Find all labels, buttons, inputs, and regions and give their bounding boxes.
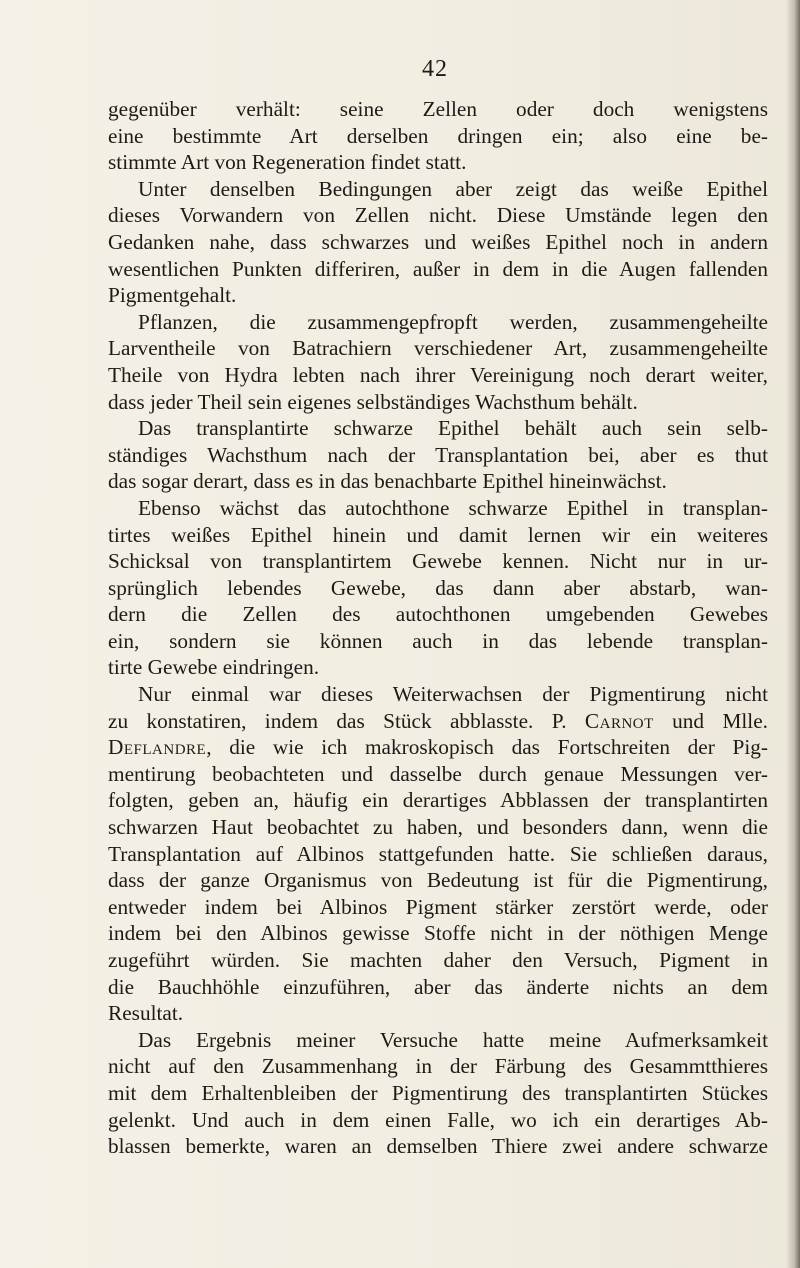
text-line: stimmte Art von Regeneration findet statt. xyxy=(108,150,467,175)
text-line: dern die Zellen des autochthonen umgebenden Gewebes xyxy=(108,602,768,627)
author-name: Deflandre xyxy=(108,735,207,760)
text-line: indem bei den Albinos gewisse Stoffe nicht in der nöthigen Menge xyxy=(108,921,768,946)
text-line: zu konstatiren, indem das Stück abblasste. P. Carnot und Mlle. xyxy=(108,708,768,733)
text-line: die Bauchhöhle einzuführen, aber das änderte nichts an dem xyxy=(108,974,768,999)
text-line: folgten, geben an, häufig ein derartiges Abblassen der transplantirten xyxy=(108,788,768,813)
text-line: Pflanzen, die zusammengepfropft werden, zusammengeheilte xyxy=(138,309,768,334)
text-line: dass jeder Theil sein eigenes selbständiges Wachsthum behält. xyxy=(108,389,638,414)
text-line: ein, sondern sie können auch in das lebende transplan- xyxy=(108,628,768,653)
text-line: wesentlichen Punkten differiren, außer in dem in die Augen fallenden xyxy=(108,256,768,281)
text-line: Ebenso wächst das autochthone schwarze Epithel in transplan- xyxy=(138,495,768,520)
text-line: Larventheile von Batrachiern verschiedener Art, zusammengeheilte xyxy=(108,336,768,361)
text-line: eine bestimmte Art derselben dringen ein; also eine be- xyxy=(108,123,768,148)
text-line: Deflandre, die wie ich makroskopisch das Fortschreiten der Pig- xyxy=(108,735,768,760)
text-line: tirtes weißes Epithel hinein und damit lernen wir ein weiteres xyxy=(108,522,768,547)
text-line: mentirung beobachteten und dasselbe durch genaue Messungen ver- xyxy=(108,761,768,786)
text-line: tirte Gewebe eindringen. xyxy=(108,655,320,680)
text-line: mit dem Erhaltenbleiben der Pigmentirung des transplantirten Stückes xyxy=(108,1080,768,1105)
text-line: schwarzen Haut beobachtet zu haben, und besonders dann, wenn die xyxy=(108,815,768,840)
text-line: nicht auf den Zusammenhang in der Färbung des Gesammtthieres xyxy=(108,1054,768,1079)
text-line: gegenüber verhält: seine Zellen oder doch wenigstens xyxy=(108,97,768,121)
text-line: blassen bemerkte, waren an demselben Thiere zwei andere schwarze xyxy=(108,1134,768,1159)
text-line: gelenkt. Und auch in dem einen Falle, wo ich ein derartiges Ab- xyxy=(108,1107,768,1132)
text-line: Nur einmal war dieses Weiterwachsen der Pigmentirung nicht xyxy=(138,682,768,707)
text-line: dieses Vorwandern von Zellen nicht. Diese Umstände legen den xyxy=(108,203,768,228)
text-line: ständiges Wachsthum nach der Transplantation bei, aber es thut xyxy=(108,442,768,467)
text-line: Resultat. xyxy=(108,1001,184,1026)
text-line: dass der ganze Organismus von Bedeutung ist für die Pigmentirung, xyxy=(108,868,768,893)
body-text xyxy=(108,96,768,1160)
text-line: entweder indem bei Albinos Pigment stärker zerstört werde, oder xyxy=(108,894,768,919)
author-name: Carnot xyxy=(584,708,654,733)
text-line: Schicksal von transplantirtem Gewebe kennen. Nicht nur in ur- xyxy=(108,549,768,574)
text-line: zugeführt würden. Sie machten daher den Versuch, Pigment in xyxy=(108,948,768,972)
text-line: Transplantation auf Albinos stattgefunden hatte. Sie schließen daraus, xyxy=(108,841,768,866)
text-line: das sogar derart, dass es in das benachbarte Epithel hineinwächst. xyxy=(108,469,667,494)
text-line: Pigmentgehalt. xyxy=(108,283,237,308)
text-line: Theile von Hydra lebten nach ihrer Vereinigung noch derart weiter, xyxy=(108,362,768,387)
text-line: Das transplantirte schwarze Epithel behält auch sein selb- xyxy=(138,416,768,441)
page-number: 42 xyxy=(422,56,448,82)
text-line: Unter denselben Bedingungen aber zeigt das weiße Epithel xyxy=(138,176,768,201)
text-line: sprünglich lebendes Gewebe, das dann aber abstarb, wan- xyxy=(108,575,768,600)
page-edge-shadow xyxy=(786,0,800,1268)
text-line: Gedanken nahe, dass schwarzes und weißes Epithel noch in andern xyxy=(108,229,768,254)
text-line: Das Ergebnis meiner Versuche hatte meine Aufmerksamkeit xyxy=(138,1027,768,1052)
